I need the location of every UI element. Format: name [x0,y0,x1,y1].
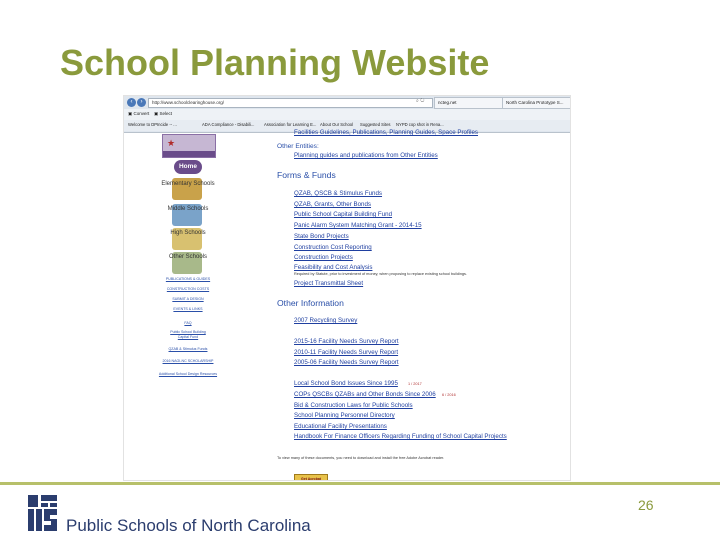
address-row [124,97,570,108]
back-icon[interactable]: ‹ [127,98,136,107]
forms-link-construction-projects[interactable]: Construction Projects [294,254,353,261]
favorite-1[interactable]: Welcome to DPIncide -- ... [128,122,177,127]
favorite-3[interactable]: Association for Learning E... [264,122,317,127]
website-screenshot [124,96,570,480]
info-link-survey-2015[interactable]: 2015-16 Facility Needs Survey Report [294,338,399,345]
page-number: 26 [638,497,654,513]
convert-button[interactable]: ▣ Convert [128,111,150,116]
sidebar-item-high[interactable]: High Schools [170,230,206,236]
forms-funds-heading: Forms & Funds [277,170,336,180]
info-link-survey-2010[interactable]: 2010-11 Facility Needs Survey Report [294,349,399,356]
info-link-personnel[interactable]: School Planning Personnel Directory [294,412,395,419]
forms-link-qzab-qscb[interactable]: QZAB, QSCB & Stimulus Funds [294,190,383,197]
info-link-recycling[interactable]: 2007 Recycling Survey [294,317,358,324]
forms-link-transmittal[interactable]: Project Transmittal Sheet [294,280,364,287]
sidebar-link-scholarship[interactable]: 2016 NAGI-NC SCHOLARSHIP [162,359,214,363]
sidebar-item-other[interactable]: Other Schools [168,254,208,260]
favorite-4[interactable]: About Our School [320,122,354,127]
footer-org-name: Public Schools of North Carolina [66,516,311,535]
favorite-5[interactable]: Suggested Sites [360,122,391,127]
cut-off-link[interactable]: Facilities Guidelines, Publications, Planning Guides, Space Profiles [294,129,479,136]
sidebar-link-qzab[interactable]: QZAB & Stimulus Funds [168,347,208,351]
sidebar-link-faq[interactable]: FAQ [184,321,192,325]
ncdpi-logo-icon [24,493,60,533]
select-label: Select [159,111,173,116]
star-icon: ★ [167,138,176,148]
acrobat-note: To view many of these documents, you need to download and install the free Adobe Acrobat reader. [277,456,445,460]
other-entities-heading: Other Entities: [277,143,319,150]
toolbar-row [124,109,570,120]
info-link-cops-qscbs[interactable]: COPs QSCBs QZABs and Other Bonds Since 2006 [294,391,436,398]
search-icon[interactable]: ⌕ ↻ [416,98,425,104]
site-sidebar [124,132,274,480]
browser-chrome [124,96,570,133]
favorite-6[interactable]: NYPD cop shot in Rena... [396,122,444,127]
slide-title: School Planning Website [60,42,490,83]
sidebar-link-events[interactable]: EVENTS & LINKS [173,307,203,311]
site-content [276,129,570,480]
tab-2[interactable]: North Carolina Prototype S... [502,97,570,109]
sidebar-link-construction-costs[interactable]: CONSTRUCTION COSTS [166,287,210,291]
select-button[interactable]: ▣ Select [154,111,173,116]
sidebar-item-elementary[interactable]: Elementary Schools [161,181,215,187]
info-link-bid-laws[interactable]: Bid & Construction Laws for Public Schools [294,402,413,409]
tab-1[interactable]: ncteg.net [434,97,503,109]
cops-qscbs-date: 6 / 2016 [442,393,456,397]
local-bonds-date: 1 / 2017 [408,382,422,386]
forward-icon[interactable]: › [137,98,146,107]
other-entities-link[interactable]: Planning guides and publications from Other Entities [294,152,438,159]
feasibility-note: Required by Statute, prior to investment of money, when proposing to replace existing school buildings. [294,272,467,276]
convert-label: Convert [133,111,150,116]
forms-link-state-bond[interactable]: State Bond Projects [294,233,349,240]
info-link-handbook[interactable]: Handbook For Finance Officers Regarding Funding of School Capital Projects [294,433,507,440]
forms-link-qzab-grants[interactable]: QZAB, Grants, Other Bonds [294,201,372,208]
sidebar-link-publications[interactable]: PUBLICATIONS & GUIDES [165,277,211,281]
favorite-2[interactable]: ADA Compliance - Disabili... [202,122,255,127]
info-link-presentations[interactable]: Educational Facility Presentations [294,423,387,430]
forms-link-cost-reporting[interactable]: Construction Cost Reporting [294,244,372,251]
address-bar[interactable]: http://www.schoolclearinghouse.org/ [148,98,433,108]
sidebar-item-middle[interactable]: Middle Schools [167,206,209,212]
forms-link-feasibility[interactable]: Feasibility and Cost Analysis [294,264,373,271]
info-link-local-bonds[interactable]: Local School Bond Issues Since 1995 [294,380,398,387]
info-link-survey-2005[interactable]: 2005-06 Facility Needs Survey Report [294,359,399,366]
forms-link-capital-fund[interactable]: Public School Capital Building Fund [294,211,393,218]
school-logo-icon [162,134,216,158]
sidebar-link-capital-fund[interactable]: Public School Building Capital Fund [170,330,206,339]
other-info-heading: Other Information [277,298,344,308]
footer-rule [0,482,720,485]
sidebar-link-submit-design[interactable]: SUBMIT A DESIGN [172,297,204,301]
home-button[interactable]: Home [174,160,202,174]
sidebar-link-design-resources[interactable]: Additional School Design Resources [158,372,218,376]
forms-link-panic-alarm[interactable]: Panic Alarm System Matching Grant - 2014-15 [294,222,422,229]
get-acrobat-button[interactable]: Get Acrobat [294,474,328,480]
